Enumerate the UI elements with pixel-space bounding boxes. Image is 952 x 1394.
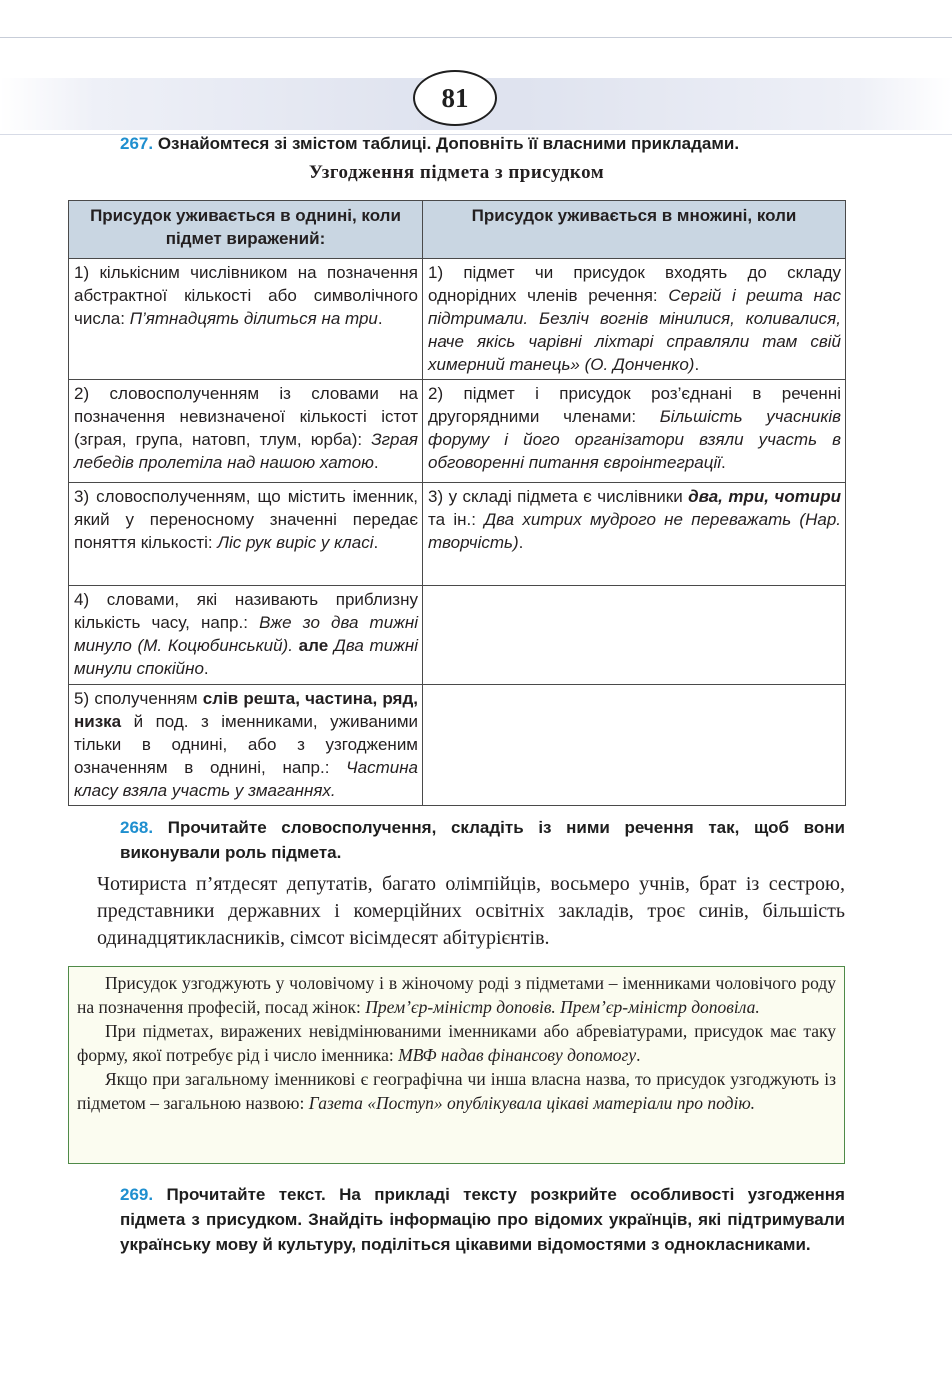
cell-text-end: .	[377, 309, 383, 328]
example-text: П’ятнадцять ділиться на три	[129, 309, 378, 328]
example-text: Два хитрих мудрого не переважать (Нар. творчість)	[428, 510, 841, 552]
cell-text: 2) підмет і присудок роз’єднані в реченні другорядними членами:	[428, 384, 841, 426]
table-row	[69, 586, 846, 685]
example-text: Зграя лебедів пролетіла над нашою хатою	[74, 430, 418, 472]
task-text: Ознайомтеся зі змістом таблиці. Доповніть її власними прикладами.	[157, 134, 740, 153]
cell-text-end: .	[373, 533, 379, 552]
rule-paragraph	[77, 1019, 836, 1067]
cell-plural	[423, 483, 846, 586]
bold-text: слів решта, частина, ряд, низка	[74, 689, 418, 731]
rule-example: МВФ надав фінансову допомогу	[398, 1045, 637, 1065]
cell-text-end: .	[721, 453, 726, 472]
cell-text: 3) словосполученням, що містить іменник, який у переносному значенні передає поняття кількості:	[74, 487, 418, 552]
cell-plural	[423, 259, 846, 380]
cell-plural	[423, 380, 846, 483]
example-text: Більшість учасників форуму і його організатори взяли участь в обговоренні питання євроінтеграції	[428, 407, 841, 472]
bold-example-text: два, три, чотири	[688, 487, 841, 506]
rule-example: Газета «Поступ» опублікувала цікаві матеріали про подію.	[308, 1093, 756, 1113]
task-number: 269.	[120, 1185, 154, 1204]
cell-text-end: .	[373, 453, 379, 472]
example-text: Два тижні минули спокійно	[74, 636, 418, 678]
header-plural: Присудок уживається в множині, коли	[423, 201, 846, 259]
example-text: Частина класу взяла участь у змаганнях.	[74, 758, 418, 800]
cell-text: 5) сполученням	[74, 689, 203, 708]
table-row	[69, 259, 846, 380]
rule-text: Якщо при загальному іменникові є географічна чи інша власна назва, то присудок узгоджують із підметом – загальною назвою:	[77, 1069, 836, 1113]
task-text: Прочитайте словосполучення, складіть із ними речення так, щоб вони виконували роль підмета.	[120, 818, 845, 862]
bold-text: але	[292, 636, 334, 655]
agreement-table	[68, 200, 846, 806]
rule-paragraph	[77, 1067, 836, 1115]
table-row	[69, 483, 846, 586]
example-text: Ліс рук виріс у класі	[217, 533, 374, 552]
top-rule	[0, 37, 952, 38]
task-268	[120, 815, 845, 865]
exercise-text: Чотириста п’ятдесят депутатів, багато олімпійців, восьмеро учнів, брат із сестрою, представники державних і комерційних освітніх закладів, троє синів, більшість одинадцятикласників, сімсот вісімдесят абітурієнтів.	[97, 873, 845, 949]
table-title: Узгодження підмета з присудком	[308, 162, 605, 183]
cell-text-end: .	[518, 533, 524, 552]
rule-text-end: .	[636, 1045, 641, 1065]
cell-singular	[69, 259, 423, 380]
rule-text: Присудок узгоджують у чоловічому і в жіночому роді з підметами – іменниками чоловічого роду на позначення професій, посад жінок:	[77, 973, 836, 1017]
example-text: Сергій і решта нас підтримали. Безліч вогнів мінилися, коливалися, наче якісь чарівні ліхтарі справляли там свій химерний танець» (О. Донченко)	[428, 286, 841, 374]
cell-plural-empty	[423, 586, 846, 685]
cell-singular	[69, 685, 423, 806]
table-header-row	[69, 201, 846, 259]
task-269	[120, 1182, 845, 1257]
header-singular: Присудок уживається в однині, коли підмет виражений:	[69, 201, 423, 259]
task-267	[120, 131, 840, 156]
cell-text: та ін.:	[428, 510, 485, 529]
rule-box	[68, 966, 845, 1164]
cell-text: 3) у складі підмета є числівники	[428, 487, 689, 506]
cell-text-end: .	[694, 355, 700, 374]
cell-text: й под. з іменниками, уживаними тільки в однині, або з узгодженим означенням в однині, напр.:	[74, 712, 418, 777]
rule-text: При підметах, виражених невідмінюваними іменниками або абревіатурами, присудок має таку форму, якої потребує рід і число іменника:	[77, 1021, 836, 1065]
page-number: 81	[413, 70, 497, 126]
rule-paragraph	[77, 971, 836, 1019]
cell-text: 4) словами, які називають приблизну кількість часу, напр.:	[74, 590, 418, 632]
cell-text: 1) підмет чи присудок входять до складу однорідних членів речення:	[428, 263, 841, 305]
rule-example: Прем’єр-міністр доповів. Прем’єр-міністр доповіла.	[365, 997, 760, 1017]
cell-singular	[69, 586, 423, 685]
task-number: 268.	[120, 818, 154, 837]
task-number: 267.	[120, 134, 154, 153]
cell-text: 1) кількісним числівником на позначення абстрактної кількості або символічного числа:	[74, 263, 418, 328]
cell-text-end: .	[203, 659, 209, 678]
exercise-paragraph	[97, 871, 845, 952]
table-row	[69, 685, 846, 806]
cell-text: 2) словосполученням із словами на позначення невизначеної кількості істот (зграя, група, натовп, тлум, юрба):	[74, 384, 418, 449]
table-row	[69, 380, 846, 483]
example-text: Вже зо два тижні минуло (М. Коцюбинський).	[74, 613, 418, 655]
cell-plural-empty	[423, 685, 846, 806]
cell-singular	[69, 483, 423, 586]
task-text: Прочитайте текст. На прикладі тексту розкрийте особливості узгодження підмета з присудком. Знайдіть інформацію про відомих українців, які підтримували українську мову й культуру, поділіться цікавими відомостями з однокласниками.	[120, 1185, 845, 1254]
cell-singular	[69, 380, 423, 483]
